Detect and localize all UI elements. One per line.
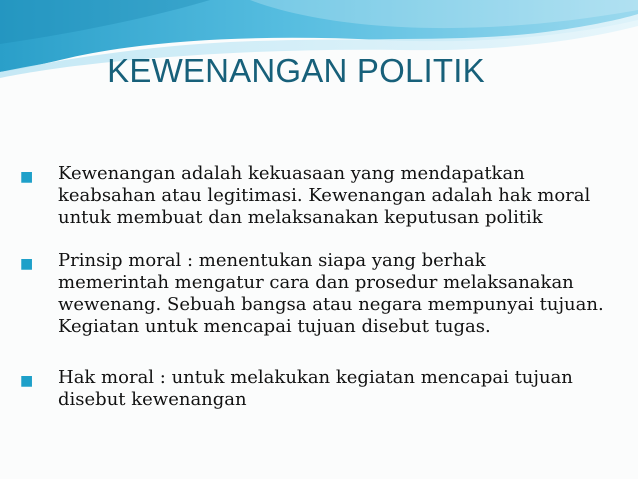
bullet-text: Prinsip moral : menentukan siapa yang berhak memerintah mengatur cara dan prosedur melaksanakan wewenang. Sebuah bangsa atau negara mempunyai tujuan. Kegiatan untuk mencapai tujuan disebut tugas.: [58, 250, 604, 337]
bullet-text: Hak moral : untuk melakukan kegiatan mencapai tujuan disebut kewenangan: [58, 367, 573, 410]
bullet-text: Kewenangan adalah kekuasaan yang mendapatkan keabsahan atau legitimasi. Kewenangan adalah hak moral untuk membuat dan melaksanakan keputusan politik: [58, 163, 591, 228]
slide-title: [0, 52, 638, 90]
bullet-icon: ■: [20, 256, 34, 272]
bullet-icon: ■: [20, 169, 34, 185]
slide-title-text: KEWENANGAN POLITIK: [107, 52, 485, 89]
bullet-icon: ■: [20, 373, 34, 389]
